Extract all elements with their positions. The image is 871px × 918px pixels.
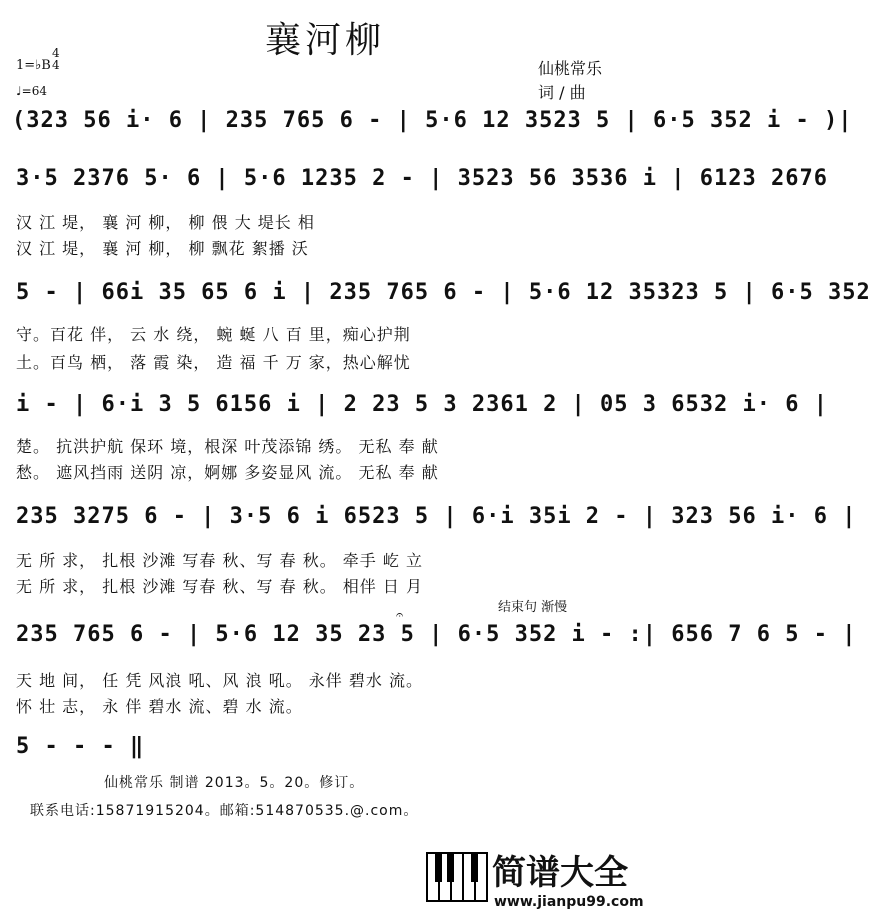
ritardando-marking: 结束句 渐慢 bbox=[498, 600, 568, 615]
piano-keys-icon bbox=[426, 852, 488, 902]
lyric-line-4-verse-1: 楚。 抗洪护航 保环 境，根深 叶茂添锦 绣。 无私 奉 献 bbox=[16, 437, 439, 456]
lyric-line-2-verse-2: 汉 江 堤， 襄 河 柳， 柳 飘花 絮播 沃 bbox=[16, 239, 309, 258]
lyric-line-5-verse-1: 无 所 求， 扎根 沙滩 写春 秋、写 春 秋。 牵手 屹 立 bbox=[16, 551, 423, 570]
time-signature bbox=[52, 47, 60, 71]
site-logo-text: 简谱大全 bbox=[492, 853, 628, 893]
page-title: 襄河柳 bbox=[264, 20, 385, 61]
time-signature-bottom: 4 bbox=[52, 58, 60, 72]
notation-line-7: 5 - - - ‖ bbox=[16, 734, 145, 759]
lyric-line-6-verse-2: 怀 壮 志， 永 伴 碧水 流、碧 水 流。 bbox=[16, 697, 303, 716]
notation-line-6: 235 765 6 - | 5·6 12 35 23 5 | 6·5 352 i - :| 656 7 6 5 - | bbox=[16, 622, 857, 647]
lyric-line-3-verse-2: 土。百鸟 栖， 落 霞 染， 造 福 千 万 家，热心解忧 bbox=[16, 353, 411, 372]
fermata-mark: 𝄐 bbox=[396, 608, 404, 623]
contact-info: 联系电话:15871915204。邮箱:514870535.@.com。 bbox=[30, 803, 419, 819]
lyric-line-5-verse-2: 无 所 求， 扎根 沙滩 写春 秋、写 春 秋。 相伴 日 月 bbox=[16, 577, 423, 596]
lyric-line-2-verse-1: 汉 江 堤， 襄 河 柳， 柳 偎 大 堤长 相 bbox=[16, 213, 315, 232]
lyric-line-6-verse-1: 天 地 间， 任 凭 风浪 吼、风 浪 吼。 永伴 碧水 流。 bbox=[16, 671, 423, 690]
lyric-line-3-verse-1: 守。百花 伴， 云 水 绕， 蜿 蜒 八 百 里，痴心护荆 bbox=[16, 325, 411, 344]
notation-line-3: 5 - | 66i 35 65 6 i | 235 765 6 - | 5·6 12 35323 5 | 6·5 352 bbox=[16, 280, 871, 305]
notation-line-4: i - | 6·i 3 5 6156 i | 2 23 5 3 2361 2 | 05 3 6532 i· 6 | bbox=[16, 392, 828, 417]
time-signature-top: 4 bbox=[52, 46, 60, 60]
lyricist-composer-label: 词 / 曲 bbox=[538, 83, 586, 102]
notation-line-2: 3·5 2376 5· 6 | 5·6 1235 2 - | 3523 56 3536 i | 6123 2676 bbox=[16, 166, 828, 191]
author: 仙桃常乐 bbox=[538, 59, 603, 78]
lyric-line-4-verse-2: 愁。 遮风挡雨 送阴 凉，婀娜 多姿显风 流。 无私 奉 献 bbox=[16, 463, 439, 482]
arranger-credit: 仙桃常乐 制谱 2013。5。20。修订。 bbox=[104, 775, 365, 791]
notation-line-1: (323 56 i· 6 | 235 765 6 - | 5·6 12 3523 5 | 6·5 352 i - )| bbox=[12, 108, 853, 133]
key-signature: 1=♭B bbox=[16, 58, 51, 73]
notation-line-5: 235 3275 6 - | 3·5 6 i 6523 5 | 6·i 35i 2 - | 323 56 i· 6 | bbox=[16, 504, 857, 529]
tempo-marking: ♩=64 bbox=[16, 84, 47, 98]
site-url[interactable]: www.jianpu99.com bbox=[494, 894, 644, 910]
